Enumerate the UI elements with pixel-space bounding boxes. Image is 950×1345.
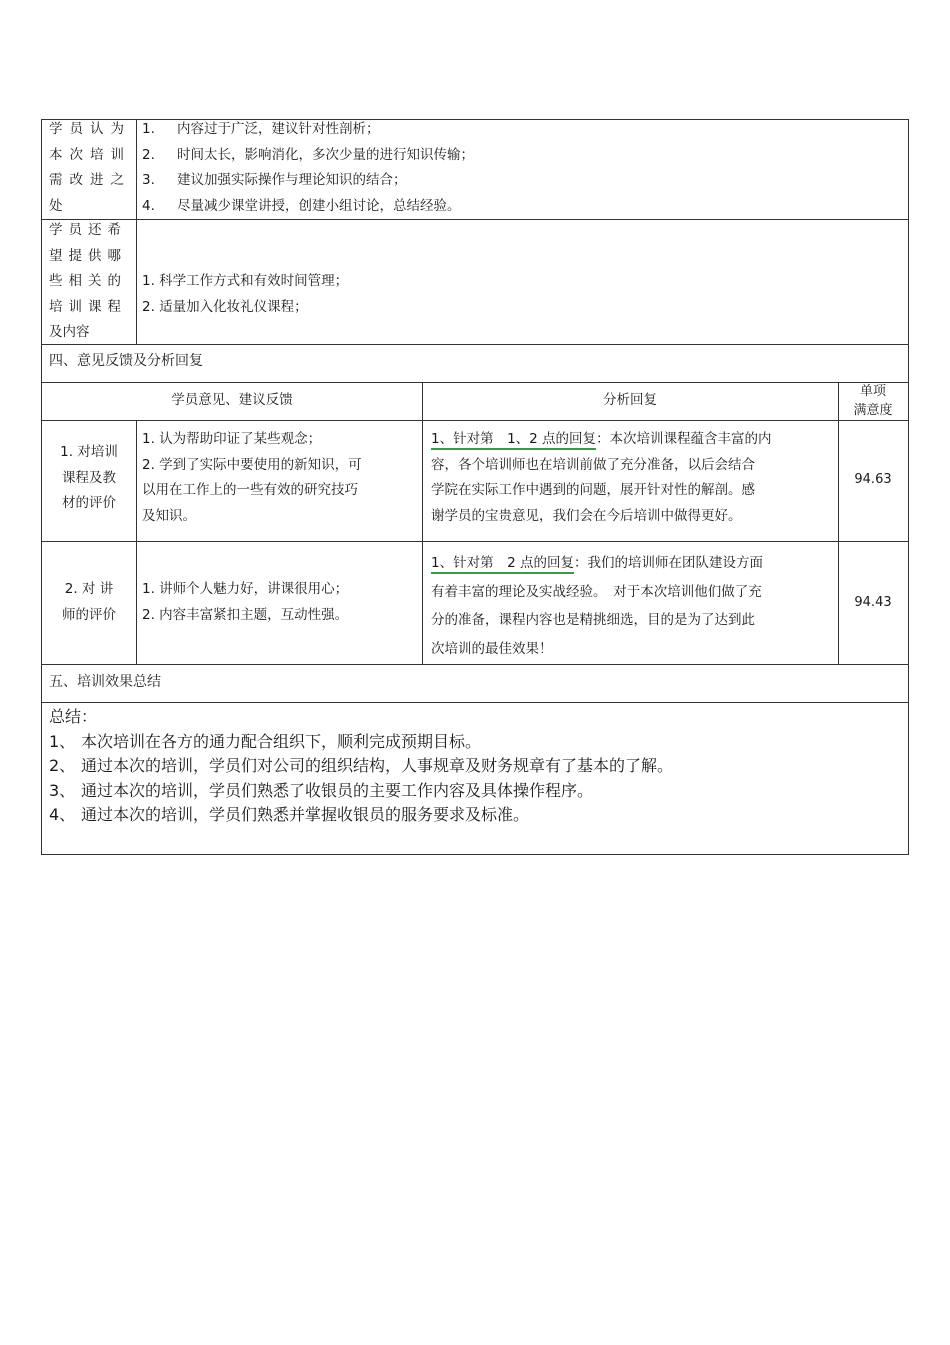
wish-label — [49, 218, 127, 346]
summary-item: 2、 通过本次的培训，学员们对公司的组织结构，人事规章及财务规章有了基本的了解。 — [49, 756, 674, 775]
evaluation-table — [41, 119, 909, 855]
wish-item: 2. 适量加入化妆礼仪课程； — [142, 298, 308, 315]
row-divider — [42, 420, 908, 421]
improve-label-line: 本次培训 — [49, 146, 131, 163]
col-divider — [136, 420, 137, 664]
row-divider — [42, 541, 908, 542]
wish-label-line: 培训课程 — [49, 298, 127, 315]
improve-item: 3. 建议加强实际操作与理论知识的结合； — [142, 172, 407, 188]
improve-item: 4. 尽量减少课堂讲授，创建小组讨论，总结经验。 — [142, 197, 461, 214]
row-divider — [42, 702, 908, 703]
improve-label-line: 处 — [49, 197, 63, 214]
col-divider — [838, 382, 839, 664]
row1-feedback: 1. 认为帮助印证了某些观念； 2. 学到了实际中要使用的新知识，可 以用在工作上的一些有效的研究技巧 及知识。 — [142, 431, 362, 524]
row2-reply: 1、针对第 2 点的回复：我们的培训师在团队建设方面 有着丰富的理论及实战经验。 对于本次培训他们做了充 分的准备，课程内容也是精挑细选，目的是为了达到此 次培训的最佳效果！ — [431, 555, 763, 657]
row1-label: 1. 对培训 课程及教 材的评价 — [60, 444, 118, 511]
summary-item: 1、 本次培训在各方的通力配合组织下，顺利完成预期目标。 — [49, 731, 482, 751]
reply-lead: 1、针对第 1、2 点的回复 — [431, 431, 596, 450]
reply-lead: 1、针对第 2 点的回复 — [431, 555, 574, 574]
col-divider — [136, 120, 137, 344]
wish-label-line: 及内容 — [49, 324, 90, 340]
improve-item: 2. 时间太长，影响消化，多次少量的进行知识传输； — [142, 146, 474, 163]
row2-feedback: 1. 讲师个人魅力好，讲课很用心； 2. 内容丰富紧扣主题，互动性强。 — [142, 581, 349, 623]
row2-score: 94.43 — [854, 595, 892, 610]
feedback-header-col1: 学员意见、建议反馈 — [171, 392, 293, 408]
row-divider — [42, 344, 908, 345]
row1-reply: 1、针对第 1、2 点的回复：本次培训课程蕴含丰富的内 容，各个培训师也在培训前做了充分准备，以后会结合 学院在实际工作中遇到的问题，展开针对性的解剖。感 谢学员的宝贵意见，我们会在今后培训中做得更好。 — [431, 431, 772, 524]
feedback-header-col2: 分析回复 — [603, 392, 657, 408]
improve-list — [142, 117, 474, 219]
section5-title: 五、培训效果总结 — [49, 674, 161, 690]
col-divider — [422, 382, 423, 664]
improve-label-line: 学员认为 — [49, 121, 131, 137]
wish-label-line: 学员还希 — [49, 222, 127, 238]
row2-label: 2. 对 讲 师的评价 — [62, 581, 116, 623]
summary-item: 3、 通过本次的培训，学员们熟悉了收银员的主要工作内容及具体操作程序。 — [49, 780, 594, 800]
summary-heading: 总结： — [49, 707, 98, 726]
wish-label-line: 望提供哪 — [49, 247, 127, 264]
feedback-header-col3: 单项 满意度 — [853, 384, 893, 418]
improve-label — [49, 117, 131, 219]
summary-item: 4、 通过本次的培训，学员们熟悉并掌握收银员的服务要求及标准。 — [49, 805, 530, 824]
wish-label-line: 些相关的 — [49, 273, 127, 289]
improve-item: 1. 内容过于广泛，建议针对性剖析； — [142, 121, 380, 137]
row1-score: 94.63 — [854, 472, 892, 487]
row-divider — [42, 664, 908, 665]
wish-item: 1. 科学工作方式和有效时间管理； — [142, 273, 349, 289]
row-divider — [42, 219, 908, 220]
row-divider — [42, 382, 908, 383]
wish-list — [142, 269, 348, 320]
summary — [49, 705, 673, 828]
section4-title: 四、意见反馈及分析回复 — [49, 353, 203, 369]
improve-label-line: 需改进之 — [49, 172, 131, 188]
